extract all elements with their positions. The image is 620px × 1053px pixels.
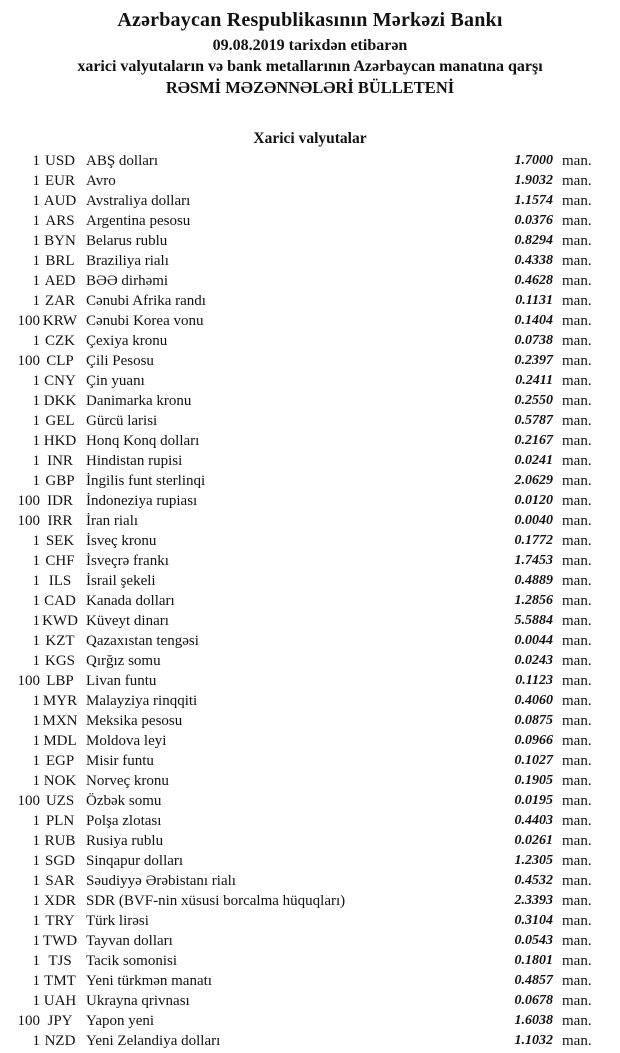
currency-rate: 0.0738 bbox=[514, 333, 553, 348]
currency-rate: 0.0243 bbox=[514, 653, 553, 668]
currency-quantity: 1 bbox=[32, 833, 40, 849]
currency-code: SAR bbox=[45, 873, 75, 889]
table-row bbox=[0, 691, 620, 711]
currency-name: Misir funtu bbox=[86, 753, 154, 769]
currency-quantity: 1 bbox=[32, 993, 40, 1009]
currency-code: ZAR bbox=[45, 293, 75, 309]
currency-code: AUD bbox=[43, 193, 77, 209]
unit-label: man. bbox=[562, 433, 592, 449]
effective-date-line: 09.08.2019 tarixdən etibarən bbox=[212, 37, 408, 54]
unit-label: man. bbox=[562, 573, 592, 589]
table-row bbox=[0, 771, 620, 791]
unit-label: man. bbox=[562, 993, 592, 1009]
currency-code: CLP bbox=[46, 353, 74, 369]
table-row bbox=[0, 511, 620, 531]
currency-quantity: 1 bbox=[32, 853, 40, 869]
currency-code: AED bbox=[44, 273, 76, 289]
table-row bbox=[0, 331, 620, 351]
table-row bbox=[0, 731, 620, 751]
currency-code: NZD bbox=[44, 1033, 76, 1049]
currency-code: JPY bbox=[47, 1013, 73, 1029]
section-title-foreign-currencies: Xarici valyutalar bbox=[253, 130, 367, 147]
currency-name: Kanada dolları bbox=[86, 593, 175, 609]
table-row bbox=[0, 311, 620, 331]
unit-label: man. bbox=[562, 193, 592, 209]
currency-quantity: 1 bbox=[32, 393, 40, 409]
currency-quantity: 100 bbox=[17, 513, 40, 529]
currency-name: Yeni Zelandiya dolları bbox=[86, 1033, 221, 1049]
currency-name: Norveç kronu bbox=[86, 773, 169, 789]
table-row bbox=[0, 411, 620, 431]
table-row bbox=[0, 831, 620, 851]
currency-rate: 0.5787 bbox=[514, 413, 553, 428]
currency-code: KRW bbox=[42, 313, 78, 329]
currency-rate: 0.2167 bbox=[514, 433, 553, 448]
unit-label: man. bbox=[562, 633, 592, 649]
currency-name: Hindistan rupisi bbox=[86, 453, 183, 469]
currency-rate: 0.0241 bbox=[514, 453, 553, 468]
currency-quantity: 1 bbox=[32, 373, 40, 389]
table-row bbox=[0, 871, 620, 891]
currency-rate: 0.8294 bbox=[514, 233, 553, 248]
currency-rate: 0.3104 bbox=[514, 913, 553, 928]
currency-code: LBP bbox=[46, 673, 74, 689]
table-row bbox=[0, 491, 620, 511]
unit-label: man. bbox=[562, 953, 592, 969]
currency-rate: 1.9032 bbox=[514, 173, 553, 188]
table-row bbox=[0, 1031, 620, 1051]
currency-quantity: 1 bbox=[32, 273, 40, 289]
currency-quantity: 100 bbox=[17, 673, 40, 689]
table-row bbox=[0, 351, 620, 371]
currency-name: Cənubi Afrika randı bbox=[86, 293, 206, 309]
currency-quantity: 1 bbox=[32, 733, 40, 749]
table-row bbox=[0, 651, 620, 671]
currency-rate: 1.6038 bbox=[514, 1013, 553, 1028]
unit-label: man. bbox=[562, 733, 592, 749]
table-row bbox=[0, 851, 620, 871]
currency-code: KZT bbox=[45, 633, 75, 649]
currency-quantity: 100 bbox=[17, 353, 40, 369]
currency-name: Yapon yeni bbox=[86, 1013, 155, 1029]
currency-name: İsveçrə frankı bbox=[86, 553, 169, 569]
currency-quantity: 100 bbox=[17, 493, 40, 509]
currency-name: Çexiya kronu bbox=[86, 333, 168, 349]
currency-quantity: 1 bbox=[32, 893, 40, 909]
currency-name: Yeni türkmən manatı bbox=[86, 973, 212, 989]
table-row bbox=[0, 471, 620, 491]
currency-name: Danimarka kronu bbox=[86, 393, 192, 409]
currency-name: İran rialı bbox=[86, 513, 139, 529]
currency-code: TJS bbox=[48, 953, 72, 969]
currency-rate: 0.1404 bbox=[514, 313, 553, 328]
currency-code: IDR bbox=[47, 493, 73, 509]
unit-label: man. bbox=[562, 913, 592, 929]
currency-code: HKD bbox=[43, 433, 77, 449]
currency-code: SGD bbox=[44, 853, 75, 869]
table-row bbox=[0, 531, 620, 551]
currency-code: EUR bbox=[45, 173, 75, 189]
currency-name: Argentina pesosu bbox=[86, 213, 191, 229]
currency-code: UZS bbox=[45, 793, 75, 809]
currency-rate: 5.5884 bbox=[514, 613, 553, 628]
currency-code: CNY bbox=[44, 373, 76, 389]
currency-rate: 0.4532 bbox=[514, 873, 553, 888]
currency-quantity: 1 bbox=[32, 953, 40, 969]
unit-label: man. bbox=[562, 373, 592, 389]
unit-label: man. bbox=[562, 293, 592, 309]
currency-rate: 0.4338 bbox=[514, 253, 553, 268]
currency-quantity: 1 bbox=[32, 933, 40, 949]
unit-label: man. bbox=[562, 533, 592, 549]
unit-label: man. bbox=[562, 393, 592, 409]
currency-rate: 1.7453 bbox=[514, 553, 553, 568]
currency-name: Cənubi Korea vonu bbox=[86, 313, 204, 329]
currency-rate: 0.1801 bbox=[514, 953, 553, 968]
unit-label: man. bbox=[562, 873, 592, 889]
table-row bbox=[0, 251, 620, 271]
currency-quantity: 1 bbox=[32, 253, 40, 269]
currency-rate: 0.4060 bbox=[514, 693, 553, 708]
unit-label: man. bbox=[562, 853, 592, 869]
table-row bbox=[0, 631, 620, 651]
unit-label: man. bbox=[562, 673, 592, 689]
currency-name: Honq Konq dolları bbox=[86, 433, 200, 449]
currency-code: DKK bbox=[43, 393, 77, 409]
unit-label: man. bbox=[562, 793, 592, 809]
table-row bbox=[0, 611, 620, 631]
unit-label: man. bbox=[562, 233, 592, 249]
currency-quantity: 1 bbox=[32, 173, 40, 189]
currency-rate: 0.2397 bbox=[514, 353, 553, 368]
currency-code: PLN bbox=[45, 813, 75, 829]
currency-name: İngilis funt sterlinqi bbox=[86, 473, 206, 489]
currency-quantity: 1 bbox=[32, 653, 40, 669]
currency-quantity: 1 bbox=[32, 973, 40, 989]
currency-code: GEL bbox=[45, 413, 75, 429]
currency-rate: 0.0966 bbox=[514, 733, 553, 748]
unit-label: man. bbox=[562, 713, 592, 729]
unit-label: man. bbox=[562, 473, 592, 489]
currency-rate: 0.0875 bbox=[514, 713, 553, 728]
currency-code: CHF bbox=[45, 553, 75, 569]
currency-quantity: 1 bbox=[32, 453, 40, 469]
currency-rate: 0.1905 bbox=[514, 773, 553, 788]
currency-code: INR bbox=[47, 453, 73, 469]
currency-name: Çili Pesosu bbox=[86, 353, 154, 369]
currency-quantity: 1 bbox=[32, 293, 40, 309]
table-row bbox=[0, 911, 620, 931]
currency-code: CZK bbox=[45, 333, 75, 349]
currency-rate: 0.4889 bbox=[514, 573, 553, 588]
currency-name: Malayziya rinqqiti bbox=[86, 693, 198, 709]
table-row bbox=[0, 971, 620, 991]
currency-quantity: 1 bbox=[32, 913, 40, 929]
table-row bbox=[0, 951, 620, 971]
unit-label: man. bbox=[562, 933, 592, 949]
unit-label: man. bbox=[562, 833, 592, 849]
currency-code: TRY bbox=[45, 913, 75, 929]
table-row bbox=[0, 891, 620, 911]
unit-label: man. bbox=[562, 313, 592, 329]
currency-name: Avro bbox=[86, 173, 116, 189]
currency-code: GBP bbox=[45, 473, 75, 489]
currency-name: İsveç kronu bbox=[86, 533, 157, 549]
currency-quantity: 100 bbox=[17, 1013, 40, 1029]
currency-code: XDR bbox=[44, 893, 76, 909]
currency-quantity: 1 bbox=[32, 593, 40, 609]
unit-label: man. bbox=[562, 693, 592, 709]
currency-rate: 0.4857 bbox=[514, 973, 553, 988]
currency-rate: 0.4403 bbox=[514, 813, 553, 828]
currency-rate: 1.1032 bbox=[514, 1033, 553, 1048]
currency-name: Meksika pesosu bbox=[86, 713, 183, 729]
unit-label: man. bbox=[562, 333, 592, 349]
currency-rate: 0.0376 bbox=[514, 213, 553, 228]
unit-label: man. bbox=[562, 273, 592, 289]
bulletin-title: RƏSMİ MƏZƏNNƏLƏRİ BÜLLETENİ bbox=[165, 78, 455, 97]
currency-name: Sinqapur dolları bbox=[86, 853, 184, 869]
currency-rate: 2.3393 bbox=[514, 893, 553, 908]
currency-name: Moldova leyi bbox=[86, 733, 167, 749]
currency-code: MYR bbox=[42, 693, 78, 709]
currency-name: Tayvan dolları bbox=[86, 933, 173, 949]
currency-name: SDR (BVF-nin xüsusi borcalma hüquqları) bbox=[86, 893, 346, 909]
unit-label: man. bbox=[562, 453, 592, 469]
currency-code: ARS bbox=[45, 213, 75, 229]
currency-name: Rusiya rublu bbox=[86, 833, 164, 849]
currency-name: Tacik somonisi bbox=[86, 953, 178, 969]
currency-code: SEK bbox=[45, 533, 75, 549]
currency-name: Polşa zlotası bbox=[86, 813, 162, 829]
currency-rate: 0.1772 bbox=[514, 533, 553, 548]
document-header bbox=[0, 0, 620, 99]
currency-rate: 0.2411 bbox=[515, 373, 553, 388]
currency-name: İndoneziya rupiası bbox=[86, 493, 198, 509]
unit-label: man. bbox=[562, 593, 592, 609]
table-row bbox=[0, 1011, 620, 1031]
currency-code: EGP bbox=[45, 753, 75, 769]
currency-quantity: 1 bbox=[32, 473, 40, 489]
currency-rate: 0.0195 bbox=[514, 793, 553, 808]
currency-quantity: 1 bbox=[32, 613, 40, 629]
currency-quantity: 1 bbox=[32, 433, 40, 449]
currency-rate: 0.0261 bbox=[514, 833, 553, 848]
subject-line: xarici valyutaların və bank metallarının Azərbaycan manatına qarşı bbox=[77, 58, 543, 75]
unit-label: man. bbox=[562, 893, 592, 909]
currency-name: Çin yuanı bbox=[86, 373, 145, 389]
currency-rate: 0.0040 bbox=[514, 513, 553, 528]
currency-name: İsrail şekeli bbox=[86, 573, 156, 589]
currency-name: BƏƏ dirhəmi bbox=[86, 273, 169, 289]
table-row bbox=[0, 211, 620, 231]
unit-label: man. bbox=[562, 413, 592, 429]
table-row bbox=[0, 451, 620, 471]
currency-code: USD bbox=[44, 153, 75, 169]
currency-quantity: 1 bbox=[32, 713, 40, 729]
table-row bbox=[0, 991, 620, 1011]
table-row bbox=[0, 551, 620, 571]
currency-quantity: 100 bbox=[17, 313, 40, 329]
table-row bbox=[0, 931, 620, 951]
currency-quantity: 1 bbox=[32, 553, 40, 569]
currency-quantity: 1 bbox=[32, 153, 40, 169]
currency-name: Küveyt dinarı bbox=[86, 613, 169, 629]
currency-name: Türk lirəsi bbox=[86, 913, 149, 929]
currency-code: UAH bbox=[43, 993, 77, 1009]
currency-rate: 0.0120 bbox=[514, 493, 553, 508]
table-row bbox=[0, 791, 620, 811]
currency-code: BRL bbox=[45, 253, 75, 269]
currency-code: ILS bbox=[48, 573, 72, 589]
table-row bbox=[0, 711, 620, 731]
unit-label: man. bbox=[562, 173, 592, 189]
unit-label: man. bbox=[562, 753, 592, 769]
currency-quantity: 1 bbox=[32, 213, 40, 229]
currency-code: MXN bbox=[42, 713, 78, 729]
currency-rate: 0.0543 bbox=[514, 933, 553, 948]
currency-name: Braziliya rialı bbox=[86, 253, 169, 269]
bank-name-title: Azərbaycan Respublikasının Mərkəzi Bankı bbox=[117, 9, 503, 31]
currency-quantity: 1 bbox=[32, 233, 40, 249]
currency-quantity: 1 bbox=[32, 533, 40, 549]
currency-quantity: 1 bbox=[32, 873, 40, 889]
currency-name: Özbək somu bbox=[86, 793, 162, 809]
table-row bbox=[0, 571, 620, 591]
currency-code: TWD bbox=[42, 933, 78, 949]
unit-label: man. bbox=[562, 153, 592, 169]
table-row bbox=[0, 151, 620, 171]
table-row bbox=[0, 171, 620, 191]
currency-code: MDL bbox=[43, 733, 77, 749]
currency-code: NOK bbox=[43, 773, 77, 789]
currency-rate: 2.0629 bbox=[514, 473, 553, 488]
currency-name: Ukrayna qrivnası bbox=[86, 993, 190, 1009]
table-row bbox=[0, 191, 620, 211]
currency-rate: 0.2550 bbox=[514, 393, 553, 408]
unit-label: man. bbox=[562, 553, 592, 569]
currency-name: Qırğız somu bbox=[86, 653, 161, 669]
table-row bbox=[0, 231, 620, 251]
currency-quantity: 1 bbox=[32, 573, 40, 589]
unit-label: man. bbox=[562, 213, 592, 229]
currency-code: KWD bbox=[42, 613, 78, 629]
unit-label: man. bbox=[562, 773, 592, 789]
currency-quantity: 1 bbox=[32, 333, 40, 349]
unit-label: man. bbox=[562, 493, 592, 509]
currency-code: KGS bbox=[44, 653, 75, 669]
currency-code: IRR bbox=[47, 513, 73, 529]
table-row bbox=[0, 591, 620, 611]
unit-label: man. bbox=[562, 813, 592, 829]
table-row bbox=[0, 751, 620, 771]
currency-quantity: 1 bbox=[32, 773, 40, 789]
unit-label: man. bbox=[562, 613, 592, 629]
currency-name: Livan funtu bbox=[86, 673, 157, 689]
currency-name: Səudiyyə Ərəbistanı rialı bbox=[86, 873, 236, 889]
currency-quantity: 1 bbox=[32, 633, 40, 649]
unit-label: man. bbox=[562, 253, 592, 269]
currency-quantity: 100 bbox=[17, 793, 40, 809]
unit-label: man. bbox=[562, 973, 592, 989]
currency-name: Qazaxıstan tengəsi bbox=[86, 633, 199, 649]
currency-quantity: 1 bbox=[32, 813, 40, 829]
currency-rate: 0.1027 bbox=[514, 753, 553, 768]
currency-code: CAD bbox=[44, 593, 76, 609]
table-row bbox=[0, 371, 620, 391]
currency-name: Gürcü larisi bbox=[86, 413, 158, 429]
table-row bbox=[0, 431, 620, 451]
currency-quantity: 1 bbox=[32, 413, 40, 429]
currency-rate: 1.2856 bbox=[514, 593, 553, 608]
unit-label: man. bbox=[562, 1013, 592, 1029]
currency-rate: 1.2305 bbox=[514, 853, 553, 868]
unit-label: man. bbox=[562, 653, 592, 669]
currency-code: BYN bbox=[44, 233, 76, 249]
currency-rate: 0.1123 bbox=[515, 673, 553, 688]
currency-quantity: 1 bbox=[32, 753, 40, 769]
currency-rate: 0.0678 bbox=[514, 993, 553, 1008]
currency-name: ABŞ dolları bbox=[86, 153, 159, 169]
unit-label: man. bbox=[562, 513, 592, 529]
table-row bbox=[0, 291, 620, 311]
currency-code: TMT bbox=[44, 973, 76, 989]
unit-label: man. bbox=[562, 1033, 592, 1049]
currency-name: Belarus rublu bbox=[86, 233, 168, 249]
currency-rate: 1.1574 bbox=[514, 193, 553, 208]
table-row bbox=[0, 391, 620, 411]
unit-label: man. bbox=[562, 353, 592, 369]
currency-quantity: 1 bbox=[32, 1033, 40, 1049]
currency-quantity: 1 bbox=[32, 693, 40, 709]
table-row bbox=[0, 671, 620, 691]
currency-name: Avstraliya dolları bbox=[86, 193, 191, 209]
currency-quantity: 1 bbox=[32, 193, 40, 209]
currency-rate: 0.4628 bbox=[514, 273, 553, 288]
currency-rate: 0.1131 bbox=[515, 293, 553, 308]
currency-rate: 1.7000 bbox=[514, 153, 553, 168]
currency-code: RUB bbox=[44, 833, 76, 849]
exchange-rates-table bbox=[0, 151, 620, 1051]
currency-rate: 0.0044 bbox=[514, 633, 553, 648]
table-row bbox=[0, 811, 620, 831]
table-row bbox=[0, 271, 620, 291]
